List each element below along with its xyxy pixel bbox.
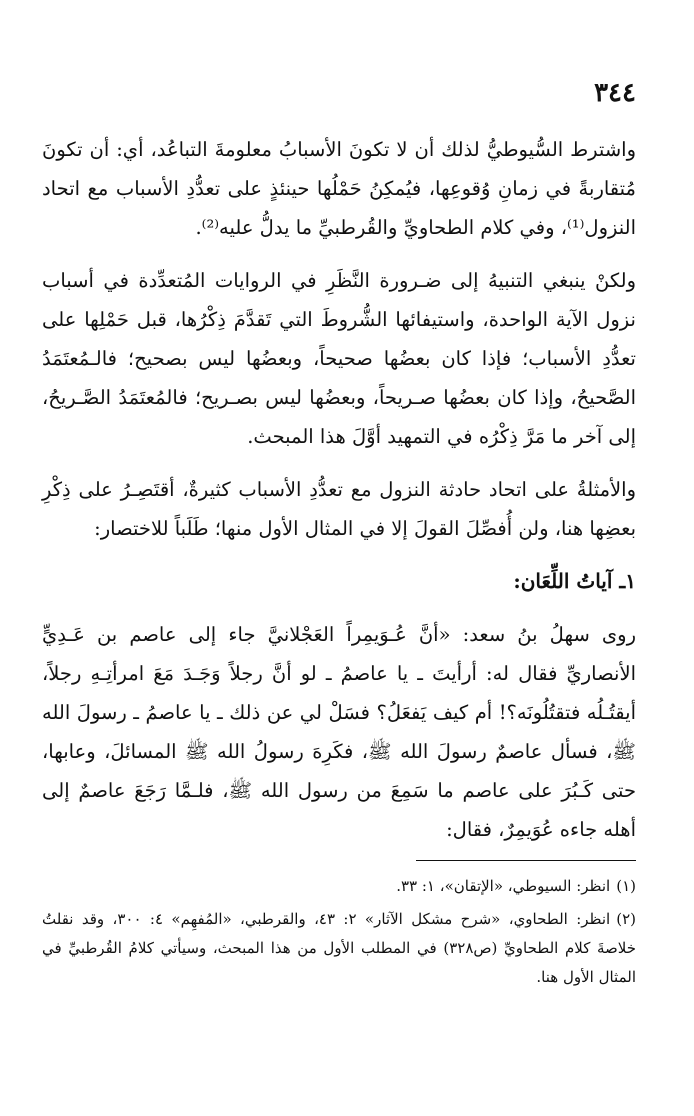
footnote-2-text: انظر: الطحاوي، «شرح مشكل الآثار» ٢: ٤٣، والقرطبي، «المُفهِم» ٤: ٣٠٠، وقد نقلتُ خلاصةَ كلام الطحاويِّ (ص٣٢٨) في المطلب الأول من هذا المبحث، وسيأتي كلامُ القُرطبيِّ في المثال الأول هنا.	[42, 910, 637, 986]
footnote-1-text: انظر: السيوطي، «الإتقان»، ١: ٣٣.	[396, 877, 611, 895]
paragraph-examples-intro: والأمثلةُ على اتحاد حادثة النزول مع تعدُّدِ الأسباب كثيرةٌ، أقتَصِـرُ على ذِكْرِ بعضِها هنا، ولن أُفصِّلَ القولَ إلا في المثال الأول منها؛ طَلَباً للاختصار:	[42, 478, 636, 540]
paragraph-suyuti-condition: واشترط السُّيوطيُّ لذلك أن لا تكونَ الأسبابُ معلومةَ التباعُد، أي: أن تكونَ مُتقاربةً في زمانِ وُقوعِها، فيُمكِنُ حَمْلُها حينئذٍ على تعدُّدِ الأسباب مع اتحاد النزول⁽¹⁾، وفي كلام الطحاويِّ والقُرطبيِّ ما يدلُّ عليه⁽²⁾.	[42, 138, 636, 239]
main-text	[42, 130, 636, 863]
paragraph-verification-note: ولكنْ ينبغي التنبيهُ إلى ضـرورة النَّظَرِ في الروايات المُتعدِّدة في أسباب نزول الآية الواحدة، واستيفائها الشُّروطَ التي تَقدَّمَ ذِكْرُها، قبل حَمْلِها على تعدُّدِ الأسباب؛ فإذا كان بعضُها صحيحاً، وبعضُها ليس بصحيح؛ فالـمُعتَمَدُ الصَّحيحُ، وإذا كان بعضُها صـريحاً، وبعضُها ليس بصـريح؛ فالمُعتَمَدُ الصَّـريحُ، إلى آخر ما مَرَّ ذِكْرُه في التمهيد أوَّلَ هذا المبحث.	[42, 269, 636, 448]
footnote-2	[42, 905, 636, 992]
footnote-2-number: (٢)	[616, 910, 636, 928]
footnote-1-number: (١)	[616, 877, 636, 895]
paragraph-sahl-narration: روى سهلُ بنُ سعد: «أنَّ عُـوَيمِراً العَجْلانيَّ جاء إلى عاصم بن عَـدِيٍّ الأنصاريِّ فقال له: أرأيتَ ـ يا عاصمُ ـ لو أنَّ رجلاً وَجَـدَ مَعَ امرأتِـهِ رجلاً، أيقتُـلُه فتقتُلُونَه؟! أم كيف يَفعَلُ؟ فسَلْ لي عن ذلك ـ يا عاصمُ ـ رسولَ الله ﷺ، فسأل عاصمٌ رسولَ الله ﷺ، فكَرِهَ رسولُ الله ﷺ المسائلَ، وعابها، حتى كَـبُرَ على عاصم ما سَمِعَ من رسول الله ﷺ، فلـمَّا رَجَعَ عاصمٌ إلى أهله جاءه عُوَيمِرٌ، فقال:	[42, 623, 636, 841]
footnote-separator	[416, 860, 636, 861]
footnote-1	[42, 872, 636, 901]
page-number: ٣٤٤	[594, 78, 636, 108]
section-heading-lian-verses: ١ـ آياتُ اللِّعَان:	[513, 569, 636, 593]
footnotes	[42, 872, 636, 996]
